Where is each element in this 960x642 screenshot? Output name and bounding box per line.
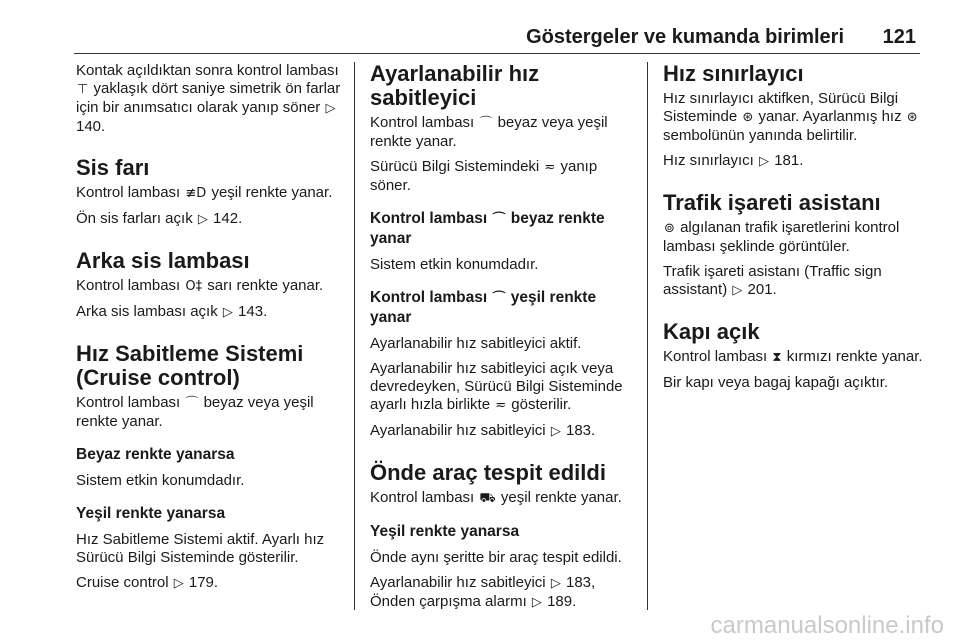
adaptive-cruise-p2: Sürücü Bilgi Sistemindeki ≂ yanıp söner. [370, 158, 598, 194]
door-open-heading: Kapı açık [663, 319, 760, 344]
speed-limiter-ref: Hız sınırlayıcı ▷ 181. [663, 152, 804, 169]
speed-limiter-heading: Hız sınırlayıcı [663, 61, 804, 86]
page-ref-icon: ▷ [732, 283, 743, 298]
rear-fog-p1: Kontrol lambası O‡ sarı renkte yanar. [76, 277, 324, 294]
speed-limiter-icon: ⊛ [906, 110, 918, 125]
vehicle-ahead-green-heading: Yeşil renkte yanarsa [370, 523, 520, 540]
running-header [74, 26, 920, 54]
white-lit-heading: Beyaz renkte yanarsa [76, 446, 235, 463]
green-lamp-p2: Ayarlanabilir hız sabitleyici açık veya devredeyken, Sürücü Bilgi Sisteminde ayarlı hızla birlikte ≂ gösterilir. [370, 360, 623, 413]
door-open-p1: Kontrol lambası ⧗ kırmızı renkte yanar. [663, 348, 923, 365]
header-rule [74, 53, 920, 54]
cruise-control-icon: ⌒ [492, 291, 506, 306]
door-open-p2: Bir kapı veya bagaj kapağı açıktır. [663, 374, 889, 391]
fog-light-icon: ≢D [185, 186, 207, 201]
cruise-control-icon: ⌒ [479, 116, 493, 131]
cruise-control-icon: ⌒ [185, 396, 199, 411]
header-title: Göstergeler ve kumanda birimleri [526, 26, 844, 48]
green-lamp-p1: Ayarlanabilir hız sabitleyici aktif. [370, 335, 582, 352]
cruise-control-ref: Cruise control ▷ 179. [76, 574, 219, 591]
rear-fog-icon: O‡ [185, 279, 203, 294]
page-ref-icon: ▷ [759, 154, 770, 169]
vehicle-ahead-ref: Ayarlanabilir hız sabitleyici ▷ 183, Önden çarpışma alarmı ▷ 189. [370, 574, 596, 610]
page-ref-icon: ▷ [197, 212, 208, 227]
white-lamp-p: Sistem etkin konumdadır. [370, 256, 539, 273]
page-ref-icon: ▷ [173, 576, 184, 591]
vehicle-ahead-p2: Önde aynı şeritte bir araç tespit edildi. [370, 549, 622, 566]
green-lit-heading: Yeşil renkte yanarsa [76, 505, 226, 522]
set-speed-icon: ≂ [544, 160, 556, 175]
fog-light-heading: Sis farı [76, 155, 150, 180]
page-ref-icon: ▷ [531, 595, 542, 610]
column-1 [76, 62, 346, 600]
page-ref-icon: ▷ [550, 424, 561, 439]
vehicle-ahead-heading: Önde araç tespit edildi [370, 460, 606, 485]
intro-paragraph: Kontak açıldıktan sonra kontrol lambası ⊤ yaklaşık dört saniye simetrik ön farlar için bir anımsatıcı olarak yanıp söner ▷ 140. [76, 62, 341, 135]
page-ref-icon: ▷ [550, 576, 561, 591]
column-3 [663, 62, 925, 399]
traffic-sign-heading: Trafik işareti asistanı [663, 190, 881, 215]
page-ref-icon: ▷ [325, 101, 336, 116]
set-speed-icon: ≂ [495, 398, 507, 413]
green-lamp-ref: Ayarlanabilir hız sabitleyici ▷ 183. [370, 422, 596, 439]
fog-light-p2: Ön sis farları açık ▷ 142. [76, 210, 243, 227]
traffic-sign-p2: Trafik işareti asistanı (Traffic sign assistant) ▷ 201. [663, 263, 882, 298]
page-number: 121 [882, 26, 916, 48]
cruise-control-icon: ⌒ [492, 212, 506, 227]
watermark: carmanualsonline.info [710, 612, 944, 639]
white-lamp-heading: Kontrol lambası ⌒ beyaz renkte yanar [370, 210, 605, 247]
fog-light-p1: Kontrol lambası ≢D yeşil renkte yanar. [76, 184, 333, 201]
speed-limiter-icon: ⊛ [742, 110, 754, 125]
cruise-control-p1: Kontrol lambası ⌒ beyaz veya yeşil renkte yanar. [76, 394, 314, 430]
traffic-sign-p1: ⊚ algılanan trafik işaretlerini kontrol lambası şeklinde görüntüler. [663, 219, 900, 255]
symmetric-lights-icon: ⊤ [77, 82, 89, 97]
speed-limiter-p1: Hız sınırlayıcı aktifken, Sürücü Bilgi Sisteminde ⊛ yanar. Ayarlanmış hız ⊛ sembolünün yanında belirtilir. [663, 90, 918, 144]
vehicle-ahead-icon: ⛟ [479, 491, 496, 506]
column-divider-2 [647, 62, 648, 610]
vehicle-ahead-p1: Kontrol lambası ⛟ yeşil renkte yanar. [370, 489, 622, 506]
rear-fog-heading: Arka sis lambası [76, 248, 250, 273]
green-lamp-heading: Kontrol lambası ⌒ yeşil renkte yanar [370, 289, 597, 326]
page-ref-icon: ▷ [222, 305, 233, 320]
white-lit-p: Sistem etkin konumdadır. [76, 472, 245, 489]
adaptive-cruise-heading: Ayarlanabilir hız sabitleyici [370, 61, 540, 110]
green-lit-p: Hız Sabitleme Sistemi aktif. Ayarlı hız Sürücü Bilgi Sisteminde gösterilir. [76, 531, 325, 566]
rear-fog-p2: Arka sis lambası açık ▷ 143. [76, 303, 268, 320]
column-divider-1 [354, 62, 355, 610]
adaptive-cruise-p1: Kontrol lambası ⌒ beyaz veya yeşil renkte yanar. [370, 114, 608, 150]
cruise-control-heading: Hız Sabitleme Sistemi (Cruise control) [76, 341, 304, 390]
door-open-icon: ⧗ [772, 350, 782, 365]
column-2 [370, 62, 636, 619]
traffic-sign-icon: ⊚ [664, 221, 675, 236]
